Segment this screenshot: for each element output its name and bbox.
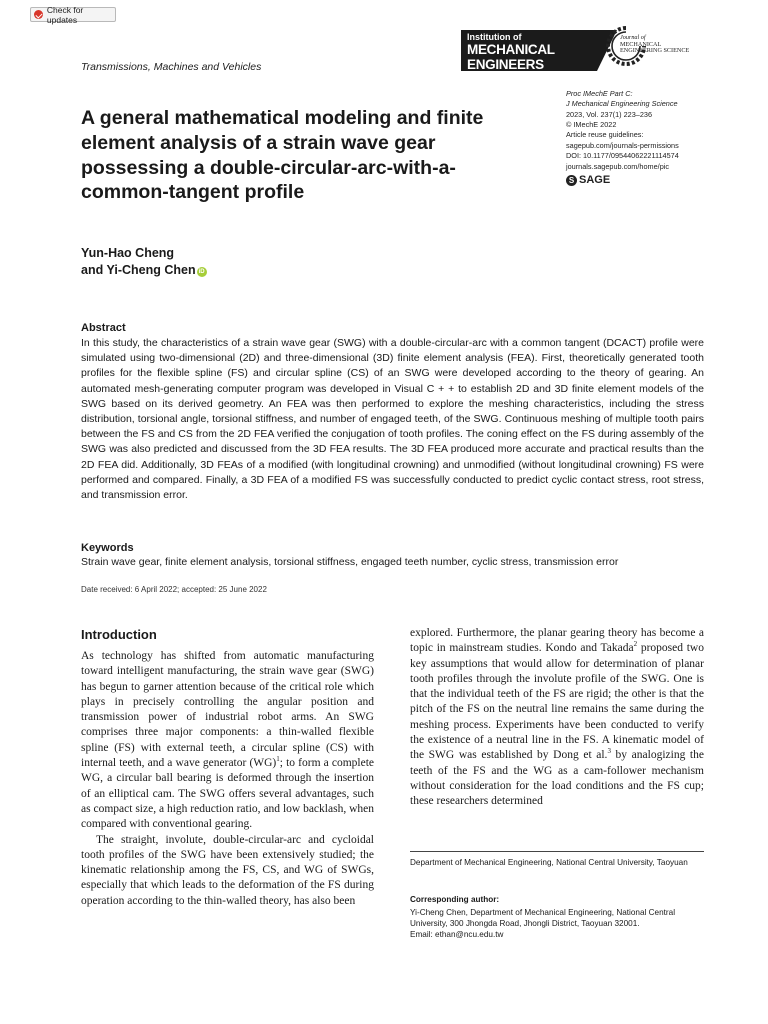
journal-logo	[620, 35, 689, 55]
intro-p3-text-c: by analogizing the teeth of the FS and the WG as a cam-follower mechanism without consideration for the load conditions and the FS cup; these researchers determined	[410, 749, 704, 808]
reference-link[interactable]: 1	[276, 755, 280, 764]
intro-p1-text-b: ; to form a complete WG, a circular ball bearing is deformed through the insertion of an elliptical cam. The SWG offers several advantages, such as compact size, a high reduction ratio, and low backlash, when compared with conventional gearing.	[81, 757, 375, 831]
intro-p3-text-b: proposed two key assumptions that would allow for determination of planar tooth profiles through the involute profile of the SWG. One is that the individual teeth of the FS are rigid; the other is that the pitch of the FS on the neutral line remains the same during the meshing process. Experiments have been conducted to verify the existence of a neutral line in the FS. A kinematic model of the SWG was established by Dong et al.	[410, 642, 704, 762]
left-column	[81, 649, 374, 909]
journal-logo-line2: MECHANICAL	[620, 40, 662, 48]
dates-received: Date received: 6 April 2022; accepted: 25 June 2022	[81, 585, 267, 594]
intro-p1-text-a: As technology has shifted from automatic manufacturing toward intelligent manufacturing, the strain wave gear (SWG) has begun to garner attention because of the critical role which plays in precisely controlling the angular position and transmission power of industrial robot arms. An SWG comprises three major components: a thin-walled flexible spline (FS) with external teeth, a circular spline (CS) with internal teeth, and a wave generator (WG)	[81, 650, 374, 770]
author-2: and Yi-Cheng Chen	[81, 262, 196, 277]
imeche-logo	[461, 30, 597, 71]
abstract-heading: Abstract	[81, 322, 126, 334]
footnote-divider	[410, 851, 704, 852]
reuse-label: Article reuse guidelines:	[566, 130, 644, 140]
check-for-updates-button[interactable]	[30, 4, 116, 25]
journal-name: J Mechanical Engineering Science	[566, 99, 678, 109]
journal-abbrev: Proc IMechE Part C:	[566, 89, 633, 98]
doi[interactable]: DOI: 10.1177/09544062221114574	[566, 151, 679, 161]
journal-logo-line1: Journal of	[620, 34, 646, 41]
corresponding-author-heading: Corresponding author:	[410, 895, 500, 904]
reference-link[interactable]: 2	[633, 640, 638, 649]
author-2-line	[81, 262, 207, 279]
reuse-link[interactable]: sagepub.com/journals-permissions	[566, 140, 679, 150]
authors	[81, 245, 207, 279]
sage-logo	[566, 173, 679, 189]
keywords-heading: Keywords	[81, 542, 134, 554]
sage-icon: S	[566, 175, 577, 186]
intro-p3-text-a: explored. Furthermore, the planar gearing theory has become a topic in mainstream studies. Kondo and Takada	[410, 627, 704, 655]
publication-meta	[566, 89, 679, 188]
right-column	[410, 626, 704, 810]
intro-paragraph-1	[81, 649, 374, 833]
journal-logo-line3: ENGINEERING SCIENCE	[620, 47, 690, 54]
check-updates-label: Check for updates	[46, 4, 84, 25]
keywords-text: Strain wave gear, finite element analysis, torsional stiffness, engaged teeth number, cyclic stress, transmission error	[81, 556, 619, 568]
corresponding-author	[410, 907, 704, 940]
corresponding-author-address: Yi-Cheng Chen, Department of Mechanical Engineering, National Central University, 300 Jhongda Road, Jhongli District, Taoyuan 32001.	[410, 908, 676, 929]
sage-logo-text: SAGE	[579, 173, 611, 186]
abstract-text: In this study, the characteristics of a strain wave gear (SWG) with a double-circular-arc with a common tangent (DCACT) profile were simulated using two-dimensional (2D) and three-dimensional (3D) finite element analysis (FEA). First, theoretically generated tooth profiles for the flexible spline (FS) and circular spline (CS) of an SWG were developed according to the theory of gearing. An automated mesh-generating computer program was developed in Visual C + + to establish 2D and 3D finite element models of the SWG based on its derived geometry. An FEA was then performed to explore the meshing characteristics, including the stress distribution, torsional angle, torsional stiffness, and number of engaged teeth, of the SWG. Continuous meshing of multiple tooth pairs between the FS and CS from the 2D FEA verified the conjugation of tooth profiles. The coning effect on the FS during assembly of the SWG was also predicted and discussed from the 3D FEA results. The 3D FEA produced more accurate and practical results than the 2D FEA did. Additionally, 3D FEAs of a modified (with longitudinal crowning) and unmodified (without longitudinal crowning) FS were performed and compared. Finally, a 3D FEA of a modified FS was successfully conducted to predict cyclic contact stress, root stress, and transmission error.	[81, 337, 704, 502]
orcid-icon[interactable]: iD	[198, 268, 205, 275]
corresponding-author-email[interactable]: Email: ethan@ncu.edu.tw	[410, 930, 504, 940]
intro-paragraph-2: The straight, involute, double-circular-arc and cycloidal tooth profiles of the SWG have been extensively studied; the kinematic relationship among the FS, CS, and WG of SWGs, especially that which leads to the deformation of the FS during operation according to the thin-walled theory, has also been	[81, 833, 374, 907]
reference-link[interactable]: 3	[607, 747, 611, 756]
author-1: Yun-Hao Cheng	[81, 246, 175, 260]
journal-homepage-link[interactable]: journals.sagepub.com/home/pic	[566, 161, 670, 171]
imeche-logo-line1: Institution of	[467, 32, 522, 42]
volume-info: 2023, Vol. 237(1) 223–236	[566, 109, 653, 119]
intro-paragraph-3	[410, 626, 704, 810]
imeche-logo-line2: MECHANICAL	[467, 42, 555, 57]
copyright: © IMechE 2022	[566, 120, 617, 130]
section-label: Transmissions, Machines and Vehicles	[81, 61, 262, 73]
affiliation: Department of Mechanical Engineering, National Central University, Taoyuan	[410, 858, 688, 867]
imeche-logo-line3: ENGINEERS	[467, 56, 544, 72]
introduction-heading: Introduction	[81, 627, 157, 642]
paper-title: A general mathematical modeling and finite element analysis of a strain wave gear possessing a double-circular-arc-with-a-common-tangent profile	[81, 107, 484, 204]
check-updates-icon	[34, 10, 43, 19]
